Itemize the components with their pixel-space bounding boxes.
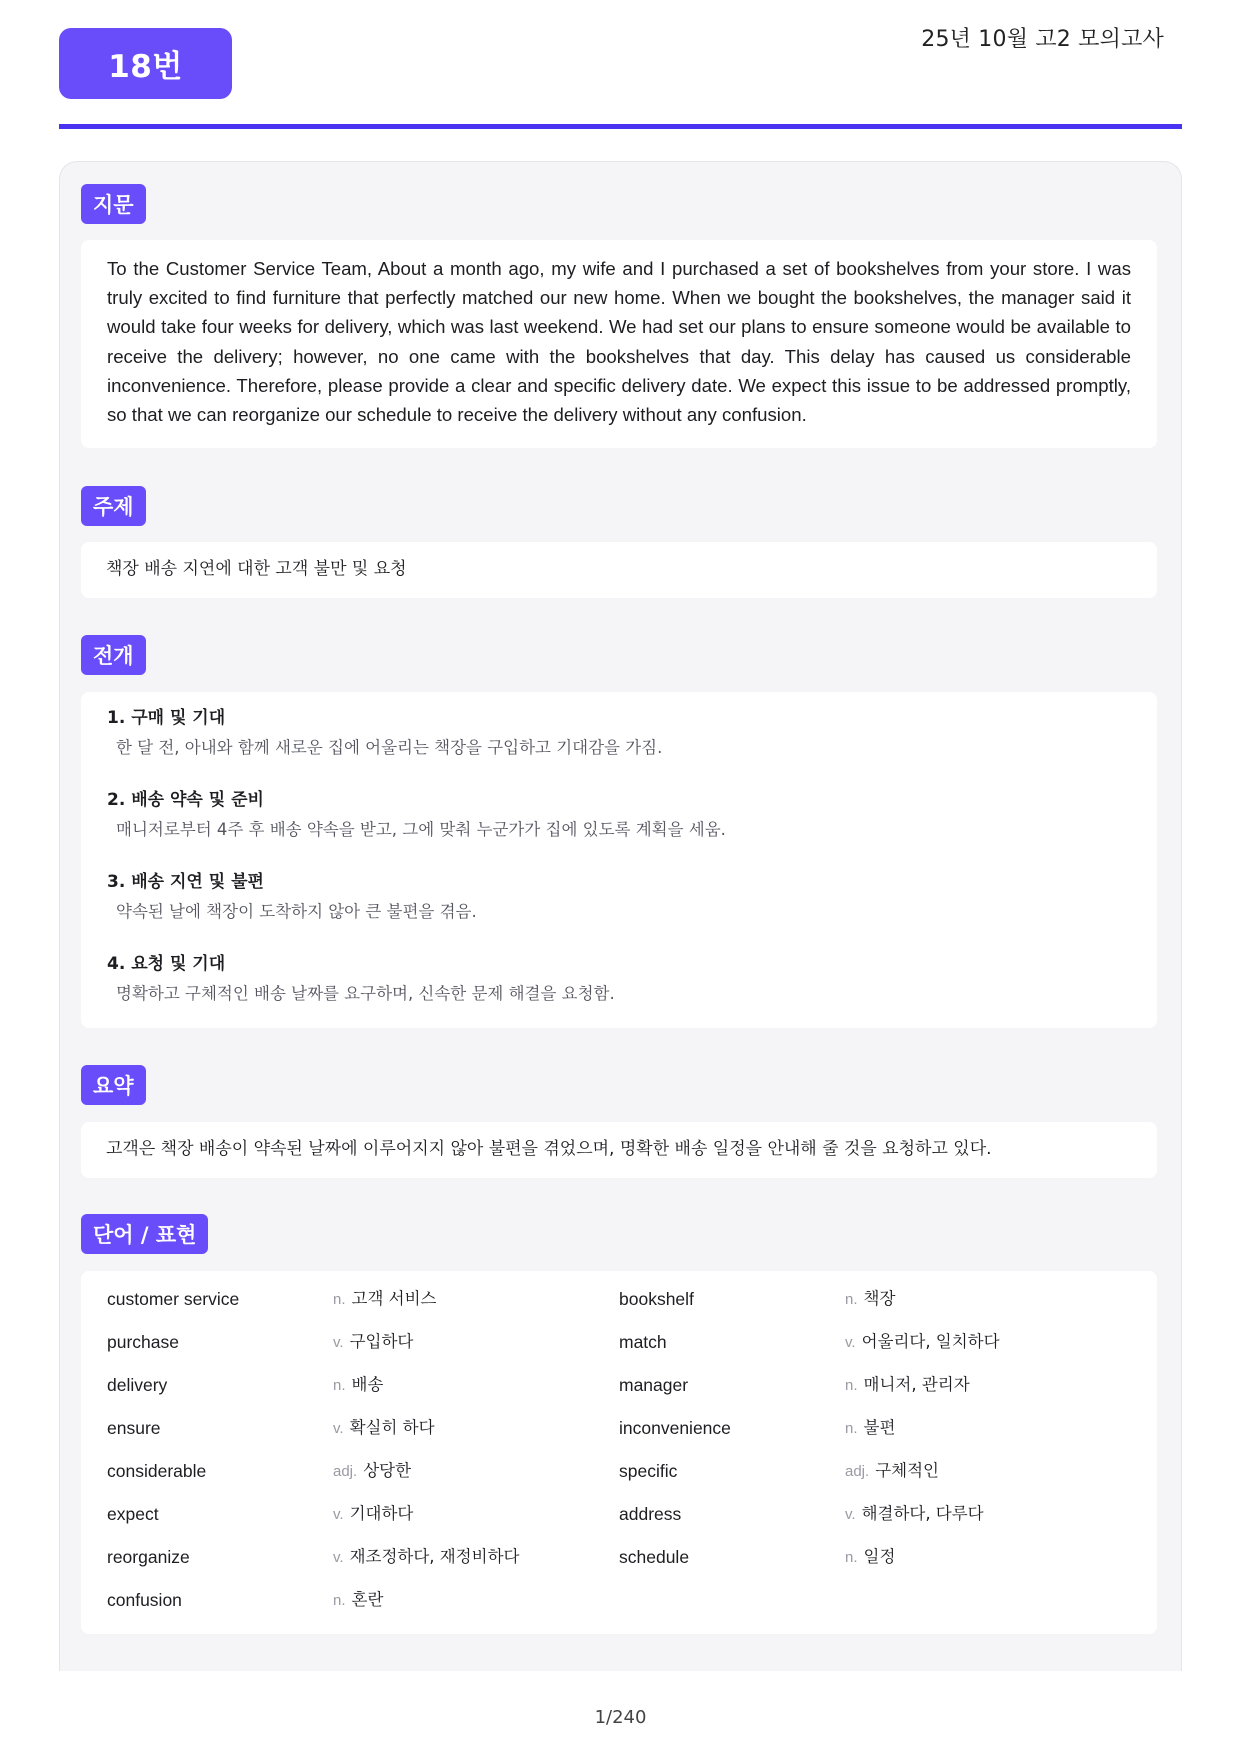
vocab-word: expect xyxy=(107,1504,159,1524)
vocab-word: ensure xyxy=(107,1418,161,1438)
summary-text: 고객은 책장 배송이 약속된 날짜에 이루어지지 않아 불편을 겪었으며, 명확한 배송 일정을 안내해 줄 것을 요청하고 있다. xyxy=(106,1139,992,1159)
development-item-desc: 명확하고 구체적인 배송 날짜를 요구하며, 신속한 문제 해결을 요청함. xyxy=(116,984,615,1003)
vocab-meaning-row xyxy=(845,1287,895,1312)
passage-text: To the Customer Service Team, About a month ago, my wife and I purchased a set of bookshelves from your store. I was truly excited to find furniture that perfectly matched our new home. When we bought the bookshelves, the manager said it would take four weeks for delivery, which was last weekend. We had set our plans to ensure someone would be available to receive the delivery; however, no one came with the bookshelves that day. This delay has caused us considerable inconvenience. Therefore, please provide a clear and specific delivery date. We expect this issue to be addressed promptly, so that we can reorganize our schedule to receive the delivery without any confusion. xyxy=(107,258,1131,426)
development-item-desc: 매니저로부터 4주 후 배송 약속을 받고, 그에 맞춰 누군가가 집에 있도록 계획을 세움. xyxy=(116,820,726,839)
vocab-pos: v. xyxy=(845,1334,856,1351)
vocab-meaning-row xyxy=(333,1545,519,1570)
vocab-meaning-row xyxy=(333,1502,413,1527)
vocab-word: manager xyxy=(619,1375,689,1395)
vocab-word: purchase xyxy=(107,1332,179,1352)
development-item-title: 4. 요청 및 기대 xyxy=(107,954,226,974)
vocab-pos: n. xyxy=(333,1592,346,1609)
vocab-meaning-row xyxy=(845,1502,984,1527)
vocab-pos: v. xyxy=(845,1506,856,1523)
vocab-pos: v. xyxy=(333,1334,344,1351)
vocab-meaning: 확실히 하다 xyxy=(349,1418,435,1437)
vocab-word: match xyxy=(619,1332,667,1352)
vocab-pos: n. xyxy=(333,1377,346,1394)
vocab-meaning-row xyxy=(845,1416,895,1441)
vocab-meaning-row xyxy=(845,1545,895,1570)
vocab-label: 단어 / 표현 xyxy=(81,1214,208,1254)
vocab-pos: n. xyxy=(333,1291,346,1308)
vocab-word: inconvenience xyxy=(619,1418,731,1438)
vocab-pos: v. xyxy=(333,1420,344,1437)
vocab-card xyxy=(81,1271,1157,1634)
topic-text: 책장 배송 지연에 대한 고객 불만 및 요청 xyxy=(106,559,407,579)
vocab-word: delivery xyxy=(107,1375,168,1395)
vocab-meaning: 매니저, 관리자 xyxy=(863,1375,970,1394)
vocab-meaning: 고객 서비스 xyxy=(351,1289,437,1308)
passage-label: 지문 xyxy=(81,184,146,224)
vocab-meaning: 배송 xyxy=(351,1375,384,1394)
vocab-meaning-row xyxy=(333,1416,435,1441)
development-card xyxy=(81,692,1157,1028)
vocab-meaning-row xyxy=(845,1459,939,1484)
vocab-pos: adj. xyxy=(845,1463,870,1480)
vocab-meaning-row xyxy=(333,1287,436,1312)
topic-card xyxy=(81,542,1157,598)
topic-label: 주제 xyxy=(81,486,146,526)
summary-card xyxy=(81,1122,1157,1178)
vocab-meaning: 불편 xyxy=(863,1418,896,1437)
passage-card xyxy=(81,240,1157,448)
vocab-word: bookshelf xyxy=(619,1289,694,1309)
vocab-word: schedule xyxy=(619,1547,690,1567)
development-item-title: 3. 배송 지연 및 불편 xyxy=(107,872,264,892)
vocab-meaning-row xyxy=(333,1373,383,1398)
vocab-pos: n. xyxy=(845,1291,858,1308)
vocab-pos: n. xyxy=(845,1377,858,1394)
development-item-title: 2. 배송 약속 및 준비 xyxy=(107,790,264,810)
vocab-meaning: 어울리다, 일치하다 xyxy=(861,1332,1000,1351)
vocab-meaning-row xyxy=(333,1330,413,1355)
vocab-pos: v. xyxy=(333,1506,344,1523)
vocab-meaning: 재조정하다, 재정비하다 xyxy=(349,1547,520,1566)
development-item xyxy=(107,706,662,760)
summary-label: 요약 xyxy=(81,1065,146,1105)
vocab-meaning: 일정 xyxy=(863,1547,896,1566)
question-number-badge: 18번 xyxy=(59,28,232,99)
development-item-desc: 한 달 전, 아내와 함께 새로운 집에 어울리는 책장을 구입하고 기대감을 가짐. xyxy=(116,738,663,757)
page-number: 1/240 xyxy=(594,1707,647,1728)
vocab-word: specific xyxy=(619,1461,678,1481)
vocab-meaning: 기대하다 xyxy=(349,1504,414,1523)
vocab-meaning-row xyxy=(845,1373,970,1398)
vocab-meaning-row xyxy=(333,1459,411,1484)
vocab-word: confusion xyxy=(107,1590,182,1610)
vocab-meaning-row xyxy=(333,1588,383,1613)
vocab-meaning: 책장 xyxy=(863,1289,896,1308)
vocab-word: reorganize xyxy=(107,1547,190,1567)
vocab-word: customer service xyxy=(107,1289,240,1309)
vocab-meaning-row xyxy=(845,1330,1000,1355)
development-label: 전개 xyxy=(81,635,146,675)
vocab-meaning: 구체적인 xyxy=(875,1461,939,1480)
vocab-meaning: 구입하다 xyxy=(349,1332,414,1351)
development-item xyxy=(107,952,615,1006)
vocab-pos: n. xyxy=(845,1420,858,1437)
vocab-meaning: 해결하다, 다루다 xyxy=(861,1504,984,1523)
development-item xyxy=(107,788,726,842)
development-item xyxy=(107,870,477,924)
vocab-pos: adj. xyxy=(333,1463,358,1480)
vocab-word: considerable xyxy=(107,1461,207,1481)
development-item-title: 1. 구매 및 기대 xyxy=(107,708,226,728)
exam-title: 25년 10월 고2 모의고사 xyxy=(921,27,1164,52)
vocab-word: address xyxy=(619,1504,682,1524)
development-item-desc: 약속된 날에 책장이 도착하지 않아 큰 불편을 겪음. xyxy=(116,902,477,921)
vocab-pos: n. xyxy=(845,1549,858,1566)
header-divider xyxy=(59,124,1182,129)
vocab-meaning: 상당한 xyxy=(363,1461,412,1480)
vocab-meaning: 혼란 xyxy=(351,1590,384,1609)
vocab-pos: v. xyxy=(333,1549,344,1566)
